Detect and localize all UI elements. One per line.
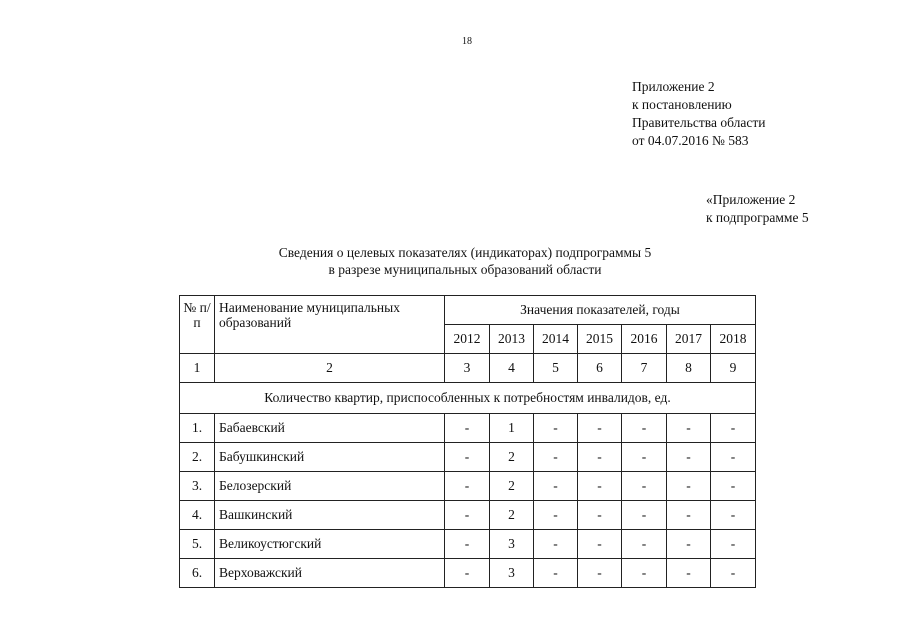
value-cell: -	[578, 443, 622, 472]
column-number: 4	[490, 354, 534, 383]
section-title: Количество квартир, приспособленных к потребностям инвалидов, ед.	[180, 383, 756, 414]
row-number: 3.	[180, 472, 215, 501]
value-cell: -	[445, 530, 490, 559]
table-row	[180, 414, 756, 443]
column-number: 6	[578, 354, 622, 383]
value-cell: -	[445, 472, 490, 501]
table-row	[180, 501, 756, 530]
header-num: № п/п	[180, 296, 215, 354]
value-cell: 2	[490, 501, 534, 530]
value-cell: 2	[490, 443, 534, 472]
title-line: в разрезе муниципальных образований области	[328, 262, 602, 277]
value-cell: -	[667, 414, 711, 443]
municipality-name: Великоустюгский	[215, 530, 445, 559]
value-cell: -	[711, 472, 756, 501]
value-cell: -	[534, 472, 578, 501]
column-numbers-row	[180, 354, 756, 383]
annex-line: «Приложение 2	[706, 192, 796, 207]
year-cell: 2016	[622, 325, 667, 354]
table-row	[180, 443, 756, 472]
column-number: 8	[667, 354, 711, 383]
row-number: 6.	[180, 559, 215, 588]
year-cell: 2015	[578, 325, 622, 354]
page-number: 18	[462, 36, 472, 47]
approval-line: Правительства области	[632, 115, 766, 130]
value-cell: -	[578, 472, 622, 501]
year-cell: 2014	[534, 325, 578, 354]
value-cell: -	[711, 501, 756, 530]
row-number: 5.	[180, 530, 215, 559]
value-cell: 3	[490, 559, 534, 588]
value-cell: -	[445, 414, 490, 443]
value-cell: -	[667, 443, 711, 472]
value-cell: -	[711, 559, 756, 588]
value-cell: -	[622, 530, 667, 559]
column-number: 1	[180, 354, 215, 383]
approval-line: от 04.07.2016 № 583	[632, 133, 749, 148]
indicators-table	[179, 295, 756, 588]
row-number: 4.	[180, 501, 215, 530]
row-number: 2.	[180, 443, 215, 472]
column-number: 2	[215, 354, 445, 383]
value-cell: -	[534, 530, 578, 559]
value-cell: 1	[490, 414, 534, 443]
header-values: Значения показателей, годы	[445, 296, 756, 325]
municipality-name: Верховажский	[215, 559, 445, 588]
header-name: Наименование муниципальных образований	[215, 296, 445, 354]
value-cell: -	[622, 472, 667, 501]
approval-line: Приложение 2	[632, 79, 715, 94]
value-cell: -	[667, 501, 711, 530]
approval-block	[632, 78, 765, 150]
value-cell: -	[622, 501, 667, 530]
value-cell: -	[578, 530, 622, 559]
column-number: 7	[622, 354, 667, 383]
value-cell: -	[578, 501, 622, 530]
table-row	[180, 472, 756, 501]
annex-block	[706, 191, 809, 227]
column-number: 3	[445, 354, 490, 383]
column-number: 5	[534, 354, 578, 383]
table-row	[180, 530, 756, 559]
year-cell: 2012	[445, 325, 490, 354]
value-cell: -	[578, 414, 622, 443]
row-number: 1.	[180, 414, 215, 443]
value-cell: -	[667, 559, 711, 588]
municipality-name: Бабаевский	[215, 414, 445, 443]
value-cell: -	[711, 443, 756, 472]
municipality-name: Вашкинский	[215, 501, 445, 530]
value-cell: -	[578, 559, 622, 588]
year-cell: 2013	[490, 325, 534, 354]
annex-line: к подпрограмме 5	[706, 210, 809, 225]
value-cell: -	[667, 530, 711, 559]
value-cell: 2	[490, 472, 534, 501]
title-line: Сведения о целевых показателях (индикаторах) подпрограммы 5	[278, 245, 652, 260]
table-row	[180, 559, 756, 588]
value-cell: -	[622, 559, 667, 588]
column-number: 9	[711, 354, 756, 383]
value-cell: -	[622, 414, 667, 443]
municipality-name: Белозерский	[215, 472, 445, 501]
value-cell: -	[622, 443, 667, 472]
value-cell: -	[534, 443, 578, 472]
value-cell: -	[667, 472, 711, 501]
municipality-name: Бабушкинский	[215, 443, 445, 472]
year-cell: 2018	[711, 325, 756, 354]
section-row	[180, 383, 756, 414]
header-row	[180, 296, 756, 325]
value-cell: -	[711, 414, 756, 443]
value-cell: -	[534, 501, 578, 530]
value-cell: -	[534, 559, 578, 588]
value-cell: -	[445, 559, 490, 588]
value-cell: -	[445, 501, 490, 530]
year-cell: 2017	[667, 325, 711, 354]
value-cell: -	[445, 443, 490, 472]
value-cell: -	[711, 530, 756, 559]
approval-line: к постановлению	[632, 97, 732, 112]
value-cell: 3	[490, 530, 534, 559]
value-cell: -	[534, 414, 578, 443]
document-title	[150, 244, 780, 278]
